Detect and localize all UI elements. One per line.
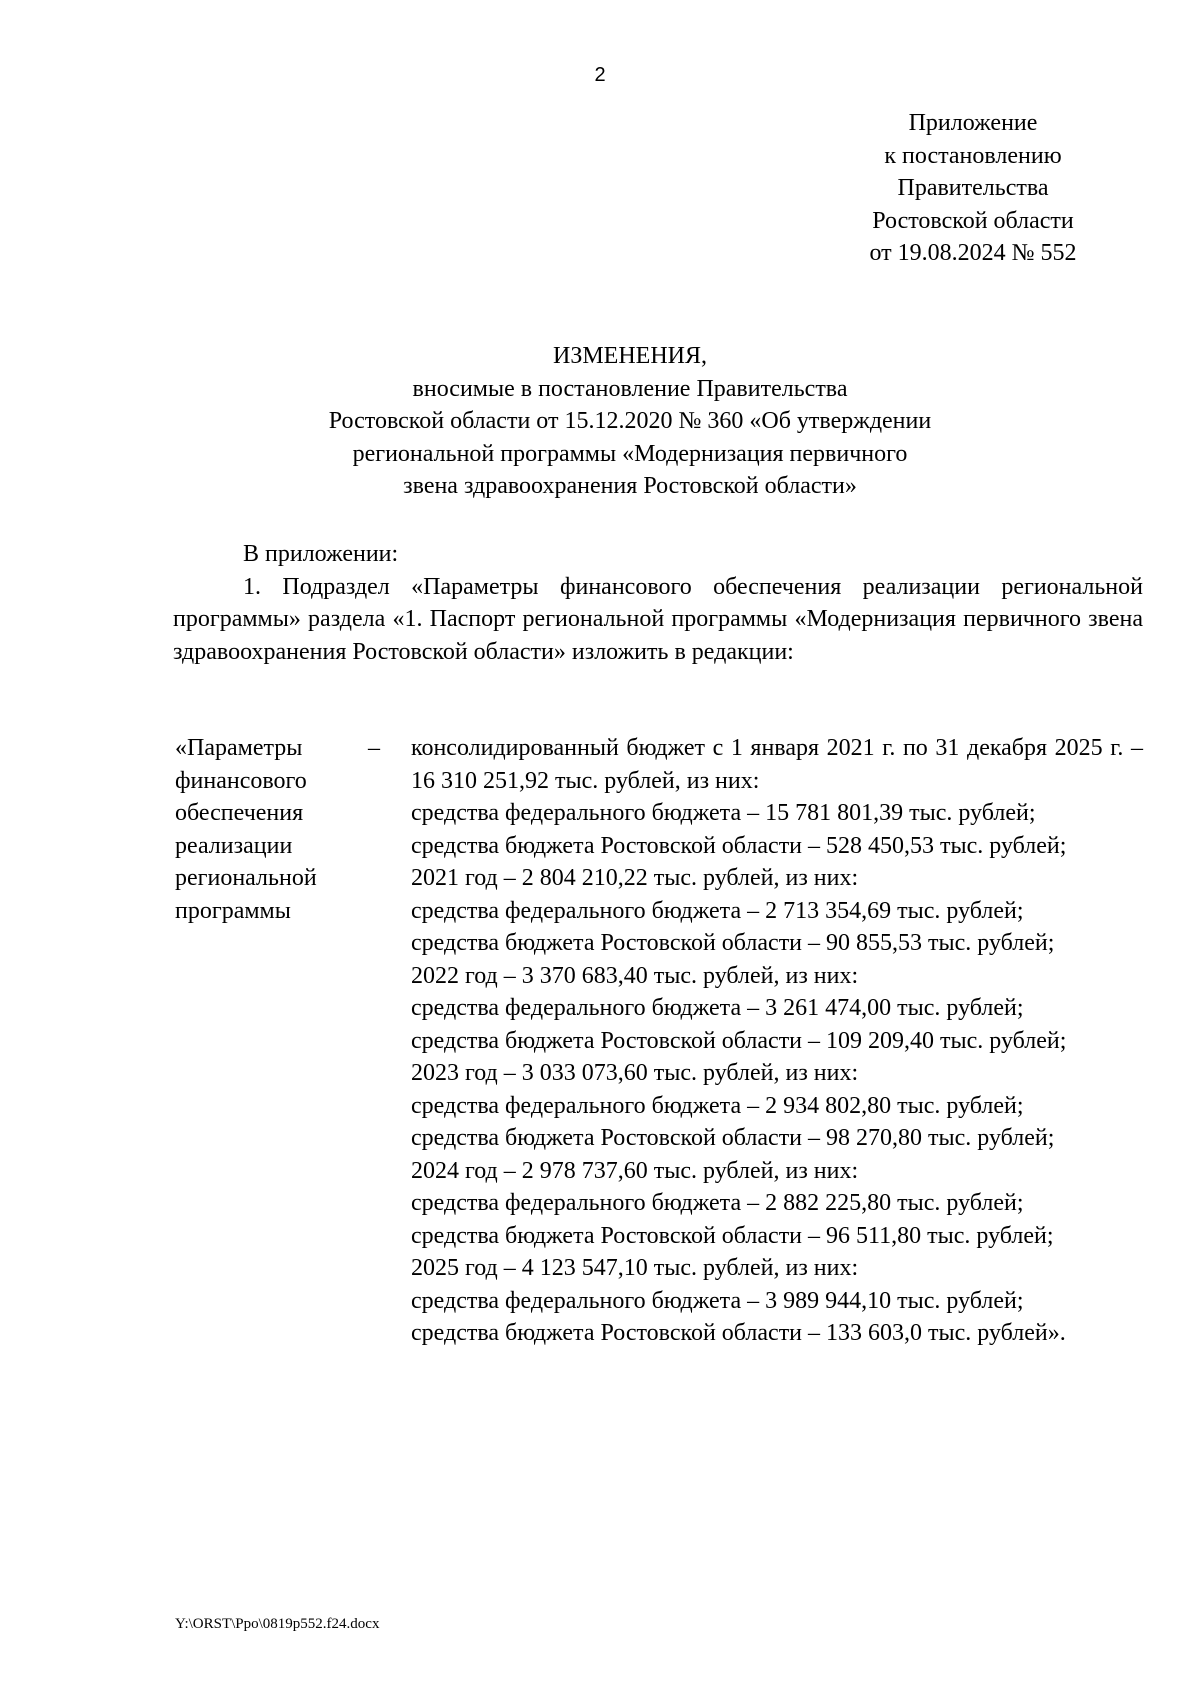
funding-paragraph: 2022 год – 3 370 683,40 тыс. рублей, из них: — [411, 962, 859, 989]
funding-paragraph: средства федерального бюджета – 3 989 944,10 тыс. рублей; — [411, 1287, 1024, 1314]
title-line: вносимые в постановление Правительства — [412, 375, 848, 402]
title-heading: ИЗМЕНЕНИЯ, — [552, 343, 708, 369]
funding-paragraph: 2024 год – 2 978 737,60 тыс. рублей, из них: — [411, 1157, 859, 1184]
page-number: 2 — [594, 64, 606, 86]
parameters-label-line: программы — [175, 897, 291, 924]
item-1-paragraph: 1. Подраздел «Параметры финансового обеспечения реализации региональной программы» раздела «1. Паспорт региональной программы «Модернизация первичного звена здравоохранения Ростовской области» изложить в редакции: — [173, 573, 1143, 665]
parameters-label — [175, 732, 355, 927]
funding-paragraph: средства бюджета Ростовской области – 109 209,40 тыс. рублей; — [411, 1027, 1067, 1054]
parameters-label-line: реализации — [175, 832, 293, 859]
funding-paragraph: средства федерального бюджета – 2 713 354,69 тыс. рублей; — [411, 897, 1024, 924]
parameters-label-line: региональной — [175, 865, 317, 891]
footer-file-path: Y:\ORST\Ppo\0819p552.f24.docx — [175, 1616, 380, 1632]
funding-paragraph: средства бюджета Ростовской области – 90 855,53 тыс. рублей; — [411, 930, 1055, 956]
parameters-label-line: «Параметры — [175, 735, 303, 761]
parameters-dash: – — [368, 735, 380, 761]
appendix-block — [838, 107, 1108, 270]
body-text — [173, 538, 1143, 668]
appendix-line: Правительства — [897, 175, 1049, 201]
appendix-line: Приложение — [908, 110, 1038, 136]
title-line: региональной программы «Модернизация первичного — [352, 440, 908, 467]
funding-paragraph: средства бюджета Ростовской области – 528 450,53 тыс. рублей; — [411, 832, 1067, 859]
document-title — [150, 340, 1110, 503]
parameters-label-line: обеспечения — [175, 800, 304, 826]
funding-paragraph: 2023 год – 3 033 073,60 тыс. рублей, из них: — [411, 1060, 859, 1086]
funding-paragraph: средства бюджета Ростовской области – 133 603,0 тыс. рублей». — [411, 1320, 1066, 1346]
funding-paragraph: средства федерального бюджета – 15 781 801,39 тыс. рублей; — [411, 800, 1036, 826]
funding-paragraph: средства федерального бюджета – 2 934 802,80 тыс. рублей; — [411, 1092, 1024, 1119]
funding-paragraph: средства федерального бюджета – 2 882 225,80 тыс. рублей; — [411, 1190, 1024, 1216]
intro-paragraph: В приложении: — [243, 541, 399, 567]
appendix-line: к постановлению — [884, 142, 1062, 169]
title-line: Ростовской области от 15.12.2020 № 360 «Об утверждении — [328, 408, 932, 434]
parameters-label-line: финансового — [175, 767, 307, 794]
title-line: звена здравоохранения Ростовской области» — [403, 473, 857, 499]
funding-paragraph: средства бюджета Ростовской области – 98 270,80 тыс. рублей; — [411, 1125, 1055, 1151]
funding-paragraph: 2021 год – 2 804 210,22 тыс. рублей, из них: — [411, 865, 859, 891]
appendix-line: от 19.08.2024 № 552 — [869, 240, 1077, 266]
funding-paragraph: средства бюджета Ростовской области – 96 511,80 тыс. рублей; — [411, 1222, 1054, 1249]
funding-paragraph: 2025 год – 4 123 547,10 тыс. рублей, из них: — [411, 1255, 859, 1281]
appendix-line: Ростовской области — [872, 207, 1074, 234]
parameters-content — [411, 732, 1143, 1350]
funding-paragraph: консолидированный бюджет с 1 января 2021 г. по 31 декабря 2025 г. – 16 310 251,92 тыс. рублей, из них: — [411, 735, 1143, 794]
funding-paragraph: средства федерального бюджета – 3 261 474,00 тыс. рублей; — [411, 995, 1024, 1021]
